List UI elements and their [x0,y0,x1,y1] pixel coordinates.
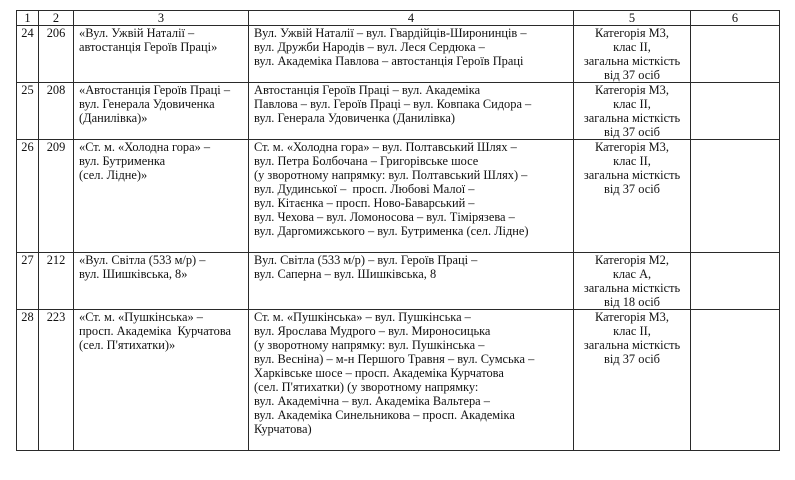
route-number: 209 [39,140,74,253]
header-row [17,11,780,26]
header-cell-2: 2 [39,11,74,26]
route-number: 223 [39,310,74,451]
route-table [16,10,780,451]
extra-cell [691,140,780,253]
route-number: 206 [39,26,74,83]
header-cell-1: 1 [17,11,39,26]
route-path: Ст. м. «Холодна гора» – вул. Полтавський Шлях – вул. Петра Болбочана – Григорівське шосе (у зворотному напрямку: вул. Полтавський Шлях) – вул. Дудинської – просп. Любові Малої – вул. Кітаєнка – просп. Ново-Баварський – вул. Чехова – вул. Ломоносова – вул. Тімірязева – вул. Даргомижського – вул. Бутрименка (сел. Лідне) [249,140,574,253]
route-name: «Автостанція Героїв Праці – вул. Генерала Удовиченка (Данилівка)» [74,83,249,140]
row-number: 26 [17,140,39,253]
row-number: 28 [17,310,39,451]
table-row [17,310,780,451]
header-cell-4: 4 [249,11,574,26]
header-cell-3: 3 [74,11,249,26]
vehicle-category: Категорія М3, клас II, загальна місткість від 37 осіб [574,26,691,83]
vehicle-category: Категорія М3, клас II, загальна місткість від 37 осіб [574,310,691,451]
extra-cell [691,253,780,310]
table-row [17,140,780,253]
table-row [17,253,780,310]
row-number: 25 [17,83,39,140]
vehicle-category: Категорія М3, клас II, загальна місткість від 37 осіб [574,83,691,140]
route-path: Ст. м. «Пушкінська» – вул. Пушкінська – вул. Ярослава Мудрого – вул. Мироносицька (у зворотному напрямку: вул. Пушкінська – вул. Веснiна) – м-н Першого Травня – вул. Сумська – Харківське шосе – просп. Академіка Курчатова (сел. П'ятихатки) (у зворотному напрямку: вул. Академічна – вул. Академіка Вальтера – вул. Академіка Синельникова – просп. Академіка Курчатова) [249,310,574,451]
route-name: «Вул. Світла (533 м/р) – вул. Шишківська, 8» [74,253,249,310]
route-path: Вул. Світла (533 м/р) – вул. Героїв Праці – вул. Саперна – вул. Шишківська, 8 [249,253,574,310]
vehicle-category: Категорія М2, клас А, загальна місткість від 18 осіб [574,253,691,310]
header-cell-5: 5 [574,11,691,26]
route-path: Вул. Ужвій Наталії – вул. Гвардійців-Широнинців – вул. Дружби Народів – вул. Леся Сердюка – вул. Академіка Павлова – автостанція Героїв Праці [249,26,574,83]
route-name: «Ст. м. «Холодна гора» – вул. Бутрименка (сел. Лідне)» [74,140,249,253]
extra-cell [691,26,780,83]
row-number: 24 [17,26,39,83]
vehicle-category: Категорія М3, клас II, загальна місткість від 37 осіб [574,140,691,253]
route-name: «Вул. Ужвій Наталії – автостанція Героїв Праці» [74,26,249,83]
extra-cell [691,83,780,140]
header-cell-6: 6 [691,11,780,26]
table-row [17,26,780,83]
row-number: 27 [17,253,39,310]
table-row [17,83,780,140]
extra-cell [691,310,780,451]
route-name: «Ст. м. «Пушкінська» – просп. Академіка Курчатова (сел. П'ятихатки)» [74,310,249,451]
route-number: 208 [39,83,74,140]
route-number: 212 [39,253,74,310]
route-path: Автостанція Героїв Праці – вул. Академіка Павлова – вул. Героїв Праці – вул. Ковпака Сидора – вул. Генерала Удовиченка (Данилівка) [249,83,574,140]
